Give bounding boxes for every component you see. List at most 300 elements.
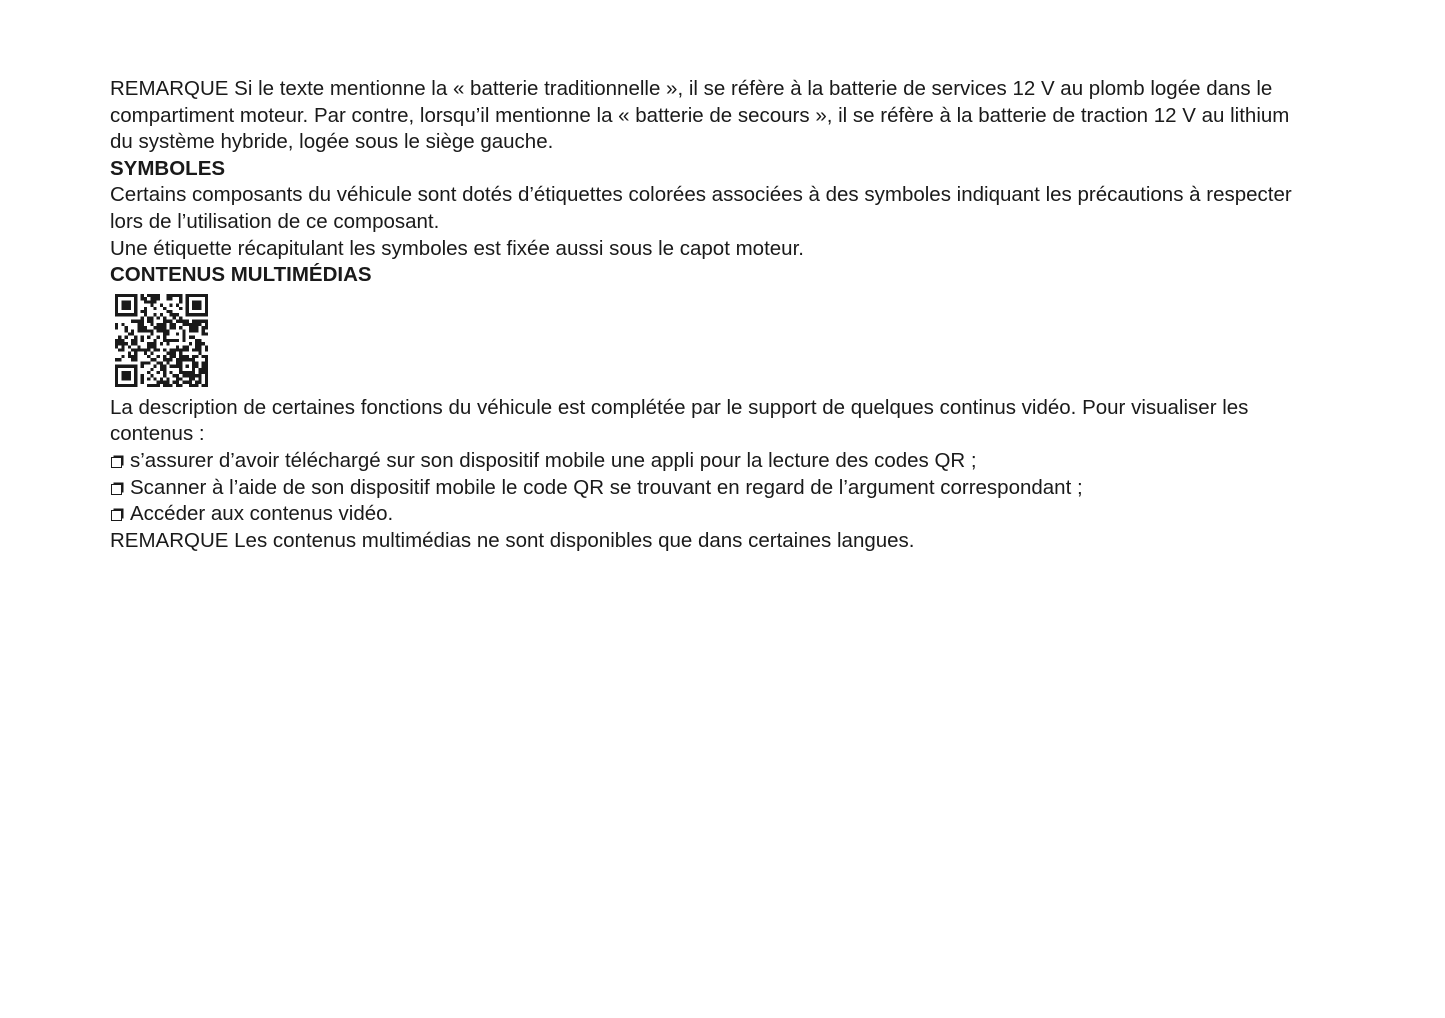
qr-module xyxy=(205,361,208,364)
qr-module xyxy=(141,374,144,377)
qr-module xyxy=(141,377,144,380)
qr-module xyxy=(192,384,195,387)
qr-module xyxy=(153,364,156,367)
qr-module xyxy=(202,361,205,364)
qr-module xyxy=(125,294,128,297)
qr-module xyxy=(144,300,147,303)
qr-module xyxy=(141,316,144,319)
qr-module xyxy=(125,374,128,377)
qr-module xyxy=(195,323,198,326)
qr-module xyxy=(131,358,134,361)
qr-module xyxy=(137,345,140,348)
qr-module xyxy=(121,342,124,345)
qr-module xyxy=(128,384,131,387)
qr-module xyxy=(202,313,205,316)
qr-module xyxy=(128,303,131,306)
qr-module xyxy=(147,355,150,358)
qr-module xyxy=(176,303,179,306)
qr-module xyxy=(128,355,131,358)
qr-module xyxy=(128,351,131,354)
qr-module xyxy=(128,300,131,303)
list-item xyxy=(110,475,1300,502)
qr-module xyxy=(202,294,205,297)
qr-module xyxy=(166,361,169,364)
qr-module xyxy=(186,374,189,377)
qr-module xyxy=(198,307,201,310)
qr-module xyxy=(182,339,185,342)
qr-module xyxy=(131,339,134,342)
qr-module xyxy=(186,358,189,361)
qr-module xyxy=(144,310,147,313)
qr-module xyxy=(192,368,195,371)
qr-module xyxy=(150,332,153,335)
qr-module xyxy=(153,294,156,297)
qr-module xyxy=(163,384,166,387)
qr-module xyxy=(134,294,137,297)
qr-module xyxy=(166,332,169,335)
qr-module xyxy=(147,371,150,374)
qr-module xyxy=(202,332,205,335)
qr-module xyxy=(182,335,185,338)
qr-module xyxy=(121,374,124,377)
qr-module xyxy=(147,361,150,364)
qr-module xyxy=(195,345,198,348)
qr-module xyxy=(192,358,195,361)
qr-module xyxy=(170,319,173,322)
qr-module xyxy=(170,323,173,326)
qr-module xyxy=(192,323,195,326)
qr-module xyxy=(186,310,189,313)
qr-module xyxy=(182,323,185,326)
qr-module xyxy=(163,355,166,358)
qr-module xyxy=(202,342,205,345)
qr-module xyxy=(205,307,208,310)
qr-module xyxy=(137,348,140,351)
qr-module xyxy=(186,345,189,348)
qr-module xyxy=(121,303,124,306)
qr-module xyxy=(115,303,118,306)
qr-module xyxy=(189,326,192,329)
qr-module xyxy=(134,297,137,300)
qr-module xyxy=(141,380,144,383)
qr-module xyxy=(147,377,150,380)
qr-module xyxy=(153,307,156,310)
qr-module xyxy=(176,332,179,335)
qr-module xyxy=(121,384,124,387)
qr-module xyxy=(202,364,205,367)
qr-module xyxy=(134,377,137,380)
qr-module xyxy=(186,300,189,303)
qr-module xyxy=(195,303,198,306)
qr-module xyxy=(176,364,179,367)
qr-module xyxy=(121,313,124,316)
qr-code-icon[interactable] xyxy=(115,294,208,387)
qr-module xyxy=(189,329,192,332)
qr-module xyxy=(166,297,169,300)
qr-module xyxy=(141,323,144,326)
document-page xyxy=(110,76,1300,554)
qr-module xyxy=(198,351,201,354)
qr-module xyxy=(118,348,121,351)
qr-module xyxy=(144,351,147,354)
qr-module xyxy=(121,377,124,380)
qr-module xyxy=(179,371,182,374)
qr-module xyxy=(170,310,173,313)
qr-module xyxy=(195,313,198,316)
qr-module xyxy=(166,351,169,354)
qr-module xyxy=(205,319,208,322)
qr-module xyxy=(115,345,118,348)
qr-module xyxy=(186,294,189,297)
qr-module xyxy=(144,329,147,332)
qr-module xyxy=(150,294,153,297)
qr-module xyxy=(134,374,137,377)
qr-module xyxy=(170,351,173,354)
qr-module xyxy=(192,348,195,351)
qr-module xyxy=(205,313,208,316)
qr-module xyxy=(179,300,182,303)
qr-module xyxy=(173,351,176,354)
qr-module xyxy=(163,319,166,322)
qr-module xyxy=(179,307,182,310)
qr-module xyxy=(118,294,121,297)
qr-module xyxy=(150,319,153,322)
qr-module xyxy=(163,316,166,319)
qr-module xyxy=(115,374,118,377)
qr-module xyxy=(153,358,156,361)
qr-module xyxy=(179,326,182,329)
qr-module xyxy=(153,384,156,387)
qr-module xyxy=(128,332,131,335)
qr-module xyxy=(170,358,173,361)
qr-module xyxy=(205,323,208,326)
qr-module xyxy=(131,342,134,345)
qr-module xyxy=(198,294,201,297)
qr-module xyxy=(186,303,189,306)
qr-module xyxy=(134,319,137,322)
qr-module xyxy=(179,377,182,380)
qr-module xyxy=(192,326,195,329)
qr-module xyxy=(147,348,150,351)
qr-module xyxy=(176,358,179,361)
qr-module xyxy=(128,294,131,297)
list-item xyxy=(110,501,1300,528)
qr-module xyxy=(115,307,118,310)
qr-module xyxy=(186,364,189,367)
qr-module xyxy=(179,297,182,300)
qr-module xyxy=(153,345,156,348)
qr-module xyxy=(141,361,144,364)
qr-module xyxy=(115,368,118,371)
qr-module xyxy=(141,297,144,300)
qr-module xyxy=(115,339,118,342)
qr-module xyxy=(128,307,131,310)
qr-module xyxy=(150,358,153,361)
qr-module xyxy=(150,329,153,332)
qr-module xyxy=(198,300,201,303)
qr-module xyxy=(121,371,124,374)
qr-module xyxy=(182,348,185,351)
qr-module xyxy=(179,294,182,297)
symbols-paragraph-1: Certains composants du véhicule sont dotés d’étiquettes colorées associées à des symboles indiquant les précautions à respecter lors de l’utilisation de ce composant. xyxy=(110,183,1292,233)
qr-module xyxy=(179,355,182,358)
qr-module xyxy=(195,319,198,322)
qr-module xyxy=(150,297,153,300)
qr-module xyxy=(205,355,208,358)
qr-module xyxy=(202,329,205,332)
qr-module xyxy=(173,355,176,358)
qr-module xyxy=(141,294,144,297)
qr-module xyxy=(150,323,153,326)
qr-module xyxy=(131,355,134,358)
qr-module xyxy=(186,323,189,326)
qr-module xyxy=(125,326,128,329)
list-item xyxy=(110,448,1300,475)
qr-module xyxy=(131,319,134,322)
qr-module xyxy=(157,355,160,358)
qr-module xyxy=(192,313,195,316)
qr-module xyxy=(141,348,144,351)
qr-module xyxy=(173,294,176,297)
qr-module xyxy=(205,303,208,306)
remark-battery: REMARQUE Si le texte mentionne la « batterie traditionnelle », il se réfère à la batterie de services 12 V au plomb logée dans le compartiment moteur. Par contre, lorsqu’il mentionne la « batterie de secours », il se réfère à la batterie de traction 12 V au lithium du système hybride, logée sous le siège gauche. xyxy=(110,77,1290,154)
qr-module xyxy=(176,339,179,342)
qr-module xyxy=(192,364,195,367)
qr-module xyxy=(128,364,131,367)
qr-module xyxy=(189,358,192,361)
qr-module xyxy=(166,294,169,297)
qr-module xyxy=(144,297,147,300)
qr-module xyxy=(179,358,182,361)
qr-module xyxy=(160,368,163,371)
qr-module xyxy=(134,348,137,351)
qr-module xyxy=(205,294,208,297)
qr-module xyxy=(134,364,137,367)
qr-module xyxy=(115,342,118,345)
qr-module xyxy=(205,310,208,313)
qr-module xyxy=(182,374,185,377)
qr-module xyxy=(134,384,137,387)
qr-module xyxy=(186,348,189,351)
qr-module xyxy=(163,374,166,377)
checkbox-bullet-icon xyxy=(111,510,122,521)
qr-module xyxy=(198,313,201,316)
qr-module xyxy=(157,348,160,351)
qr-module xyxy=(141,319,144,322)
qr-module xyxy=(144,348,147,351)
list-item-text: Scanner à l’aide de son dispositif mobile le code QR se trouvant en regard de l’argument correspondant ; xyxy=(130,475,1083,499)
qr-module xyxy=(134,380,137,383)
qr-module xyxy=(125,303,128,306)
qr-module xyxy=(153,326,156,329)
qr-module xyxy=(115,364,118,367)
qr-module xyxy=(186,297,189,300)
qr-module xyxy=(118,384,121,387)
qr-module xyxy=(189,374,192,377)
checkbox-bullet-icon xyxy=(111,457,122,468)
qr-module xyxy=(147,329,150,332)
qr-module xyxy=(128,374,131,377)
qr-module xyxy=(186,380,189,383)
qr-module xyxy=(157,329,160,332)
qr-module xyxy=(118,342,121,345)
qr-module xyxy=(125,342,128,345)
qr-module xyxy=(179,384,182,387)
qr-module xyxy=(163,307,166,310)
qr-module xyxy=(157,371,160,374)
qr-module xyxy=(128,371,131,374)
qr-module xyxy=(115,358,118,361)
qr-module xyxy=(115,313,118,316)
qr-module xyxy=(189,323,192,326)
qr-module xyxy=(186,313,189,316)
qr-module xyxy=(157,323,160,326)
qr-module xyxy=(202,319,205,322)
qr-module xyxy=(163,335,166,338)
qr-module xyxy=(141,339,144,342)
multimedia-intro: La description de certaines fonctions du véhicule est complétée par le support de quelques continus vidéo. Pour visualiser les contenus : xyxy=(110,395,1249,446)
qr-module xyxy=(141,326,144,329)
qr-module xyxy=(202,368,205,371)
qr-module xyxy=(198,323,201,326)
qr-module xyxy=(150,384,153,387)
qr-module xyxy=(179,319,182,322)
qr-module xyxy=(195,355,198,358)
qr-module xyxy=(205,297,208,300)
qr-module xyxy=(115,310,118,313)
qr-module xyxy=(141,329,144,332)
qr-module xyxy=(157,326,160,329)
qr-module xyxy=(131,384,134,387)
qr-module xyxy=(121,348,124,351)
qr-module xyxy=(195,300,198,303)
qr-module xyxy=(118,313,121,316)
qr-module xyxy=(147,335,150,338)
qr-module xyxy=(198,342,201,345)
qr-module xyxy=(153,339,156,342)
qr-module xyxy=(157,294,160,297)
qr-module xyxy=(163,323,166,326)
qr-module xyxy=(121,300,124,303)
qr-module xyxy=(137,329,140,332)
qr-module xyxy=(176,377,179,380)
qr-module xyxy=(153,342,156,345)
qr-module xyxy=(192,371,195,374)
qr-module xyxy=(125,300,128,303)
qr-module xyxy=(166,339,169,342)
qr-module xyxy=(186,371,189,374)
qr-module xyxy=(115,384,118,387)
qr-module xyxy=(147,294,150,297)
qr-module xyxy=(115,380,118,383)
qr-module xyxy=(198,319,201,322)
qr-module xyxy=(198,348,201,351)
qr-module xyxy=(189,380,192,383)
qr-module xyxy=(186,307,189,310)
symbols-paragraph-2: Une étiquette récapitulant les symboles est fixée aussi sous le capot moteur. xyxy=(110,236,804,260)
qr-module xyxy=(157,297,160,300)
qr-module xyxy=(163,358,166,361)
qr-module xyxy=(170,364,173,367)
qr-module xyxy=(131,332,134,335)
qr-module xyxy=(121,355,124,358)
qr-module xyxy=(198,371,201,374)
list-item-text: Accéder aux contenus vidéo. xyxy=(130,502,394,526)
qr-module xyxy=(195,348,198,351)
qr-module xyxy=(205,380,208,383)
qr-module xyxy=(192,355,195,358)
qr-module xyxy=(160,329,163,332)
qr-module xyxy=(205,300,208,303)
qr-module xyxy=(173,348,176,351)
qr-module xyxy=(202,384,205,387)
qr-module xyxy=(170,326,173,329)
qr-module xyxy=(153,297,156,300)
qr-module xyxy=(179,368,182,371)
qr-module xyxy=(153,348,156,351)
remark-multimedia: REMARQUE Les contenus multimédias ne sont disponibles que dans certaines langues. xyxy=(110,528,915,552)
heading-multimedia: CONTENUS MULTIMÉDIAS xyxy=(110,263,372,287)
qr-module xyxy=(125,377,128,380)
qr-module xyxy=(131,313,134,316)
qr-module xyxy=(189,371,192,374)
qr-module xyxy=(153,300,156,303)
qr-module xyxy=(173,380,176,383)
qr-module xyxy=(198,345,201,348)
qr-module xyxy=(189,335,192,338)
qr-module xyxy=(182,329,185,332)
qr-module xyxy=(192,307,195,310)
qr-module xyxy=(198,374,201,377)
qr-module xyxy=(141,364,144,367)
qr-module xyxy=(195,380,198,383)
heading-symbols: SYMBOLES xyxy=(110,156,226,180)
qr-module xyxy=(134,335,137,338)
qr-module xyxy=(198,380,201,383)
qr-module xyxy=(170,348,173,351)
qr-module xyxy=(179,316,182,319)
qr-module xyxy=(195,374,198,377)
qr-module xyxy=(173,326,176,329)
qr-module xyxy=(144,307,147,310)
qr-module xyxy=(179,351,182,354)
qr-module xyxy=(205,326,208,329)
qr-module xyxy=(160,380,163,383)
qr-module xyxy=(170,371,173,374)
qr-module xyxy=(137,319,140,322)
qr-module xyxy=(176,380,179,383)
qr-module xyxy=(115,297,118,300)
qr-module xyxy=(134,371,137,374)
qr-module xyxy=(115,323,118,326)
qr-module xyxy=(121,323,124,326)
qr-module xyxy=(166,380,169,383)
qr-module xyxy=(163,364,166,367)
qr-module xyxy=(163,368,166,371)
qr-module xyxy=(121,345,124,348)
qr-module xyxy=(160,323,163,326)
qr-module xyxy=(121,339,124,342)
qr-module xyxy=(134,300,137,303)
qr-module xyxy=(192,294,195,297)
qr-module xyxy=(147,300,150,303)
qr-module xyxy=(192,303,195,306)
qr-module xyxy=(192,374,195,377)
qr-module xyxy=(121,364,124,367)
qr-module xyxy=(170,339,173,342)
qr-module xyxy=(195,342,198,345)
qr-module xyxy=(195,364,198,367)
